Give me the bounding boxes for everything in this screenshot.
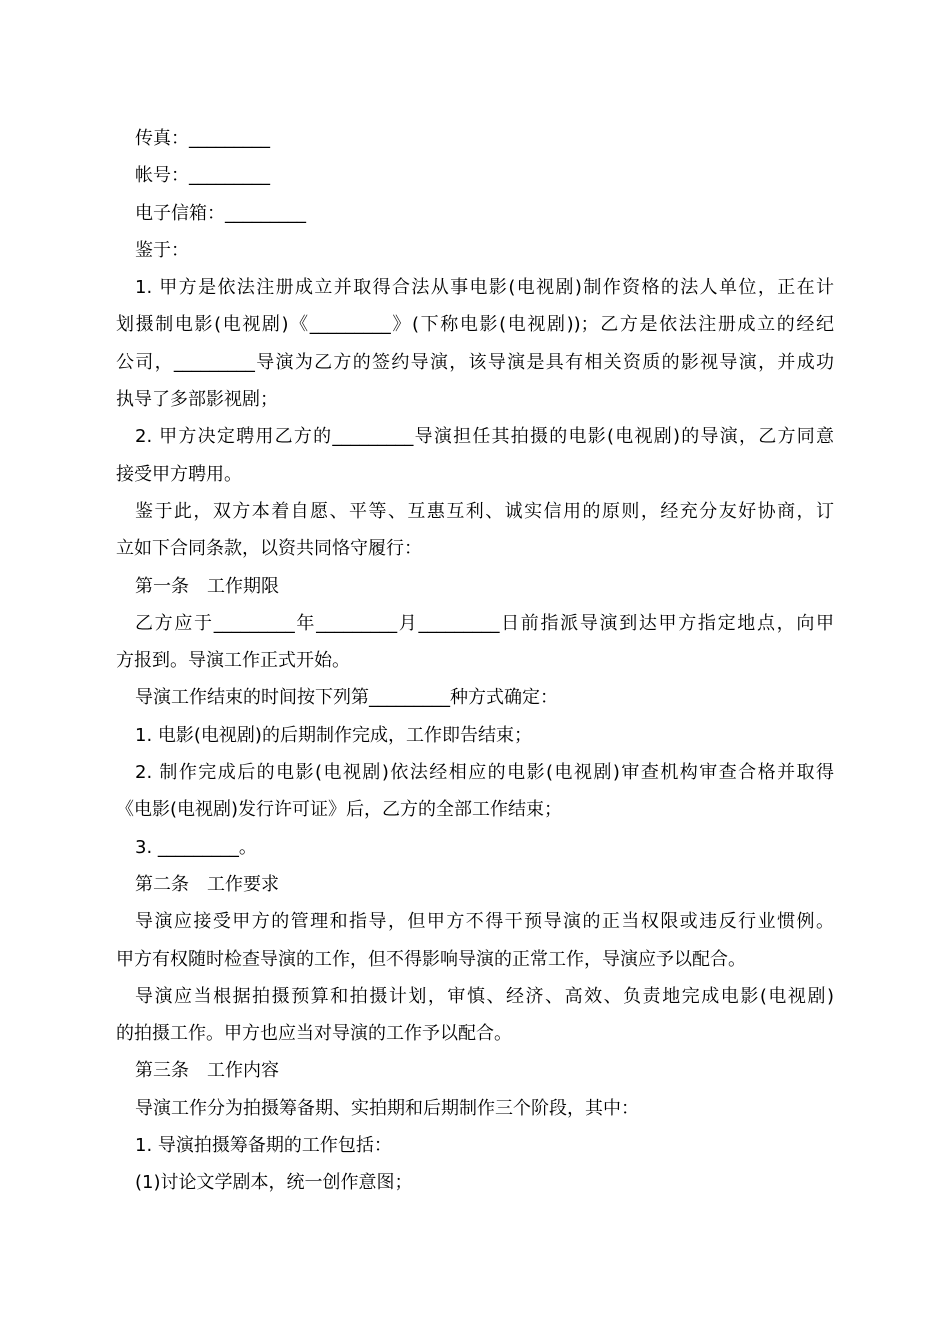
text-line: 导演应接受甲方的管理和指导，但甲方不得干预导演的正当权限或违反行业惯例。 [135,911,834,933]
text-line: 1. 导演拍摄筹备期的工作包括： [135,1135,392,1157]
text-line: 电子信箱：_________ [135,202,306,224]
text-line: 执导了多部影视剧； [116,389,278,411]
text-line: 1. 甲方是依法注册成立并取得合法从事电影(电视剧)制作资格的法人单位，正在计 [135,277,834,299]
document-body [116,120,834,1202]
text-line: 鉴于此，双方本着自愿、平等、互惠互利、诚实信用的原则，经充分友好协商，订 [135,500,834,522]
text-line: 3. _________。 [135,836,257,858]
text-line: 划摄制电影(电视剧)《_________》(下称电影(电视剧))；乙方是依法注册成立的经纪 [116,314,834,336]
text-line: 1. 电影(电视剧)的后期制作完成，工作即告结束； [135,724,532,746]
text-line: 2. 制作完成后的电影(电视剧)依法经相应的电影(电视剧)审查机构审查合格并取得 [135,762,834,784]
text-line: 立如下合同条款，以资共同恪守履行： [116,538,422,560]
text-line: 鉴于： [135,239,189,261]
text-line: 导演工作分为拍摄筹备期、实拍期和后期制作三个阶段，其中： [135,1097,639,1119]
text-line: 第三条 工作内容 [135,1060,279,1082]
text-line: 第二条 工作要求 [135,873,279,895]
text-line: 的拍摄工作。甲方也应当对导演的工作予以配合。 [116,1023,512,1045]
text-line: 公司，_________导演为乙方的签约导演，该导演是具有相关资质的影视导演，并成功 [116,351,834,373]
text-line: (1)讨论文学剧本，统一创作意图； [135,1172,413,1194]
text-line: 传真：_________ [135,128,270,149]
text-line: 乙方应于_________年_________月_________日前指派导演到达甲方指定地点，向甲 [135,612,834,634]
text-line: 甲方有权随时检查导演的工作，但不得影响导演的正常工作，导演应予以配合。 [116,948,746,970]
text-line: 帐号：_________ [135,165,270,187]
text-line: 接受甲方聘用。 [116,463,242,485]
text-line: 方报到。导演工作正式开始。 [116,650,350,672]
text-line: 第一条 工作期限 [135,575,279,597]
text-line: 导演工作结束的时间按下列第_________种方式确定： [135,687,558,709]
text-line: 《电影(电视剧)发行许可证》后，乙方的全部工作结束； [116,799,563,821]
text-line: 导演应当根据拍摄预算和拍摄计划，审慎、经济、高效、负责地完成电影(电视剧) [135,985,834,1007]
text-line: 2. 甲方决定聘用乙方的_________导演担任其拍摄的电影(电视剧)的导演，乙方同意 [135,426,834,448]
